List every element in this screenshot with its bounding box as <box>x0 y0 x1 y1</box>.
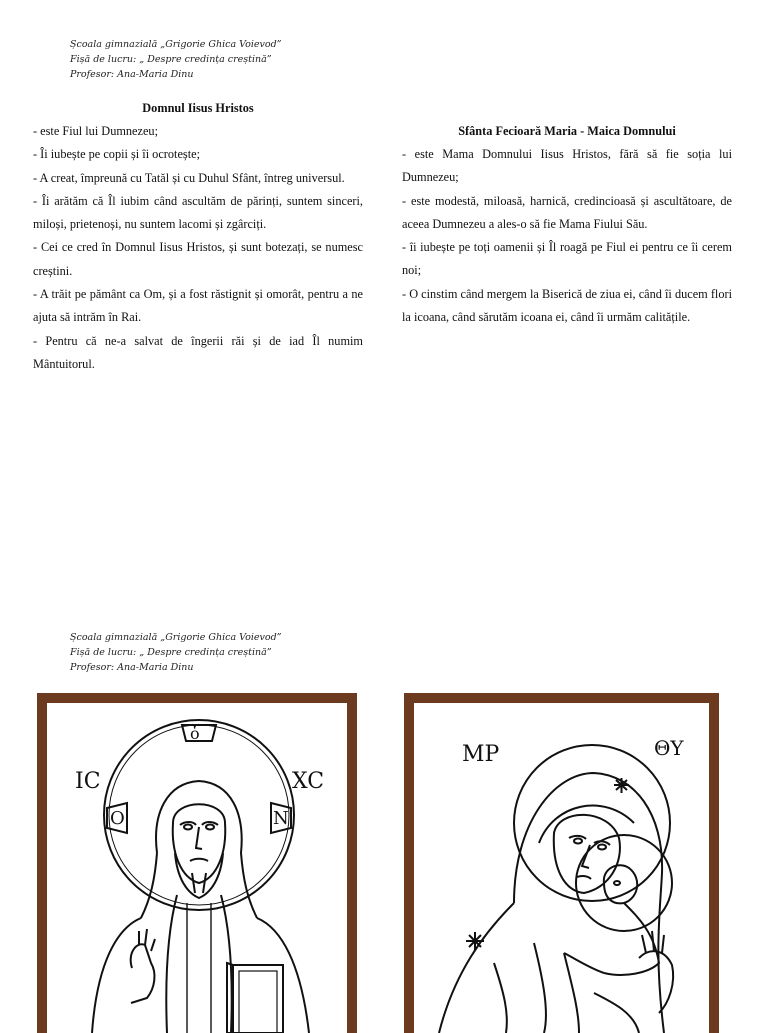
christ-monogram-left: IC <box>75 769 101 794</box>
column-title-jesus: Domnul Iisus Hristos <box>142 101 254 115</box>
column-title-mary: Sfânta Fecioară Maria - Maica Domnului <box>458 124 676 138</box>
worksheet-title: Fișă de lucru: „ Despre credința creștină” <box>70 54 272 65</box>
school-header-top <box>70 37 282 82</box>
mary-monogram-right: ΘΥ <box>654 736 684 760</box>
column-jesus <box>33 97 363 376</box>
christ-pantocrator-icon <box>47 703 347 1033</box>
icon-mary <box>414 703 709 1033</box>
list-item: - îi iubește pe toți oamenii și Îl roagă pe Fiul ei pentru ce îi cerem noi; <box>402 240 732 278</box>
halo-letter-left: Ο <box>110 808 125 829</box>
icon-christ-frame <box>37 693 357 1033</box>
list-item: - Pentru că ne-a salvat de îngerii răi și de iad Îl numim Mântuitorul. <box>33 333 363 371</box>
list-item: - Îi iubește pe copii și îi ocrotește; <box>33 147 200 162</box>
halo-letter-top: ὁ <box>190 724 200 743</box>
school-name: Școala gimnazială „Grigorie Ghica Voievod” <box>70 632 282 643</box>
theotokos-icon <box>414 703 709 1033</box>
teacher-name: Profesor: Ana-Maria Dinu <box>70 69 194 80</box>
teacher-name: Profesor: Ana-Maria Dinu <box>70 662 194 673</box>
icon-mary-frame <box>404 693 719 1033</box>
list-item: - este Mama Domnului Iisus Hristos, fără să fie soția lui Dumnezeu; <box>402 147 732 185</box>
worksheet-title: Fișă de lucru: „ Despre credința creștină” <box>70 647 272 658</box>
list-item: - A trăit pe pământ ca Om, și a fost răstignit și omorât, pentru a ne ajuta să intrăm în Rai. <box>33 287 363 325</box>
school-header-bottom <box>70 630 282 675</box>
list-item: - este modestă, miloasă, harnică, credincioasă și ascultătoare, de aceea Dumnezeu a ales-o să fie Mama Fiului Său. <box>402 193 732 231</box>
list-item: - A creat, împreună cu Tatăl și cu Duhul Sfânt, întreg universul. <box>33 170 345 185</box>
christ-monogram-right: XC <box>292 769 325 794</box>
list-item: - Cei ce cred în Domnul Iisus Hristos, și sunt botezați, se numesc creștini. <box>33 240 363 278</box>
school-name: Școala gimnazială „Grigorie Ghica Voievod” <box>70 39 282 50</box>
list-item: - este Fiul lui Dumnezeu; <box>33 124 158 138</box>
list-item: - Îi arătăm că Îl iubim când ascultăm de părinți, suntem sinceri, miloși, prietenoși, nu suntem lacomi și zgârciți. <box>33 193 363 232</box>
icon-christ <box>47 703 347 1033</box>
halo-letter-right: Ν <box>273 808 289 829</box>
list-item: - O cinstim când mergem la Biserică de ziua ei, când îi ducem flori la icoana, când sărutăm icoana ei, când îi urmăm calitățile. <box>402 286 732 325</box>
mary-monogram-left: MP <box>462 742 500 767</box>
column-mary <box>402 120 732 329</box>
